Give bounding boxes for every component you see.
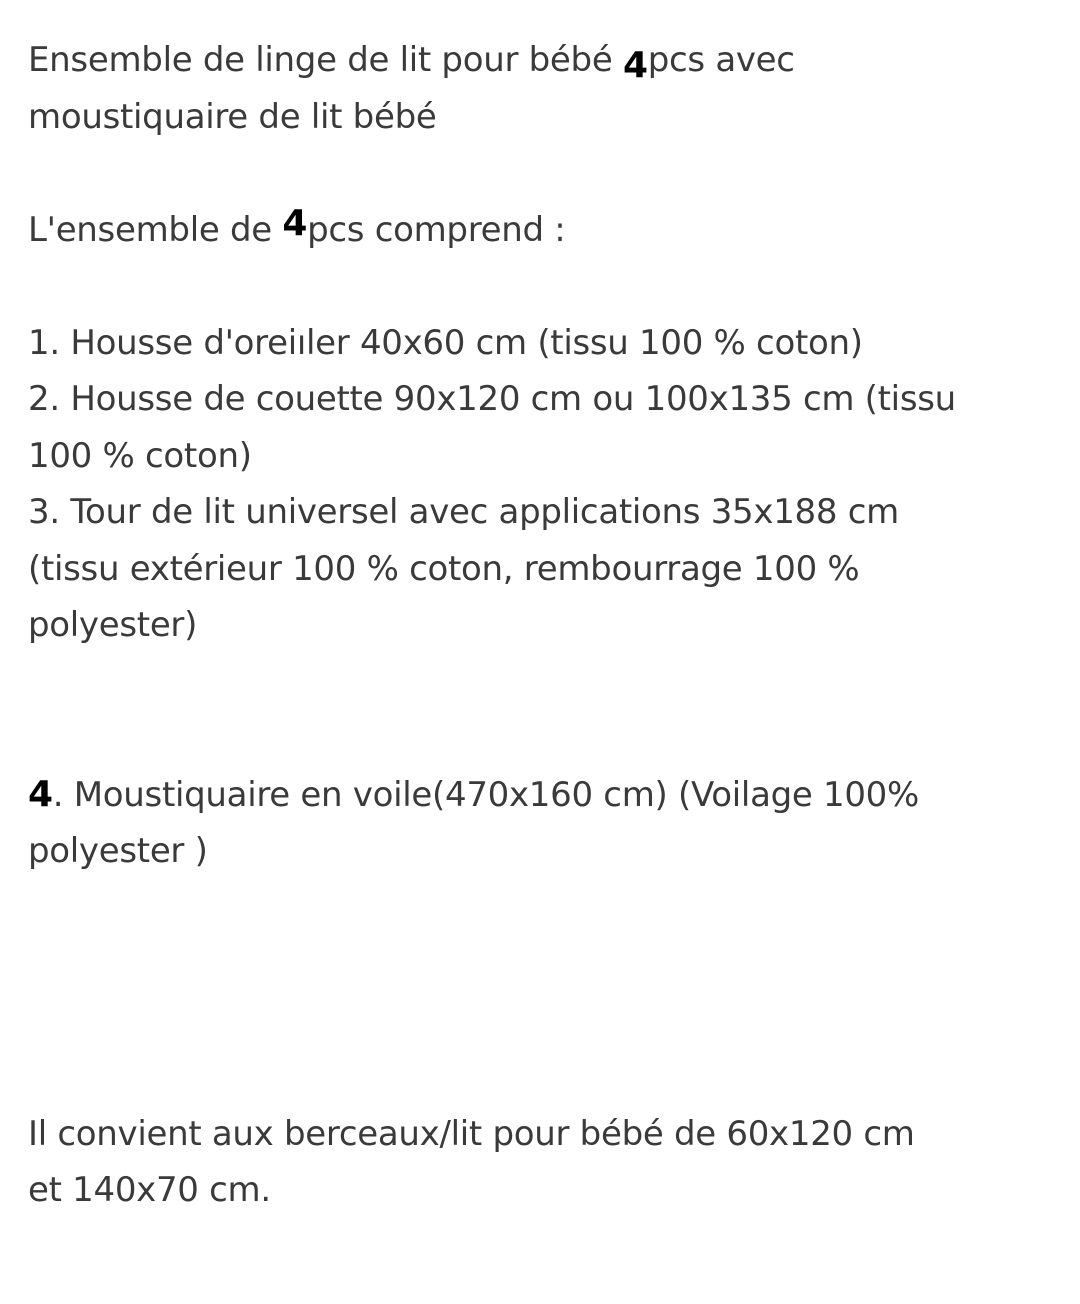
set-intro-count-digit: 4 [282,202,308,244]
product-description [28,32,1048,1219]
item-1: 1. Housse d'oreiıler 40x60 cm (tissu 100 % coton) [28,322,863,363]
item-4-line-1 [28,767,1048,824]
spacer [28,258,1048,315]
title-line-1 [28,32,1048,89]
title-line-2: moustiquaire de lit bébé [28,96,437,137]
item-3-line-3: polyester) [28,605,198,645]
title-text-end: pcs avec [647,40,795,80]
erased-line [28,880,1048,937]
spacer [28,936,1048,1106]
title-text-start: Ensemble de linge de lit pour bébé [28,40,623,80]
set-intro-end: pcs comprend : [307,209,566,250]
set-intro [28,202,1048,259]
erased-line [28,710,1048,767]
item-4-text: . Moustiquaire en voile(470x160 cm) (Voilage 100% [52,774,920,815]
item-4-line-2: polyester ) [28,831,208,871]
set-intro-start: L'ensemble de [28,209,283,250]
spacer [28,145,1048,202]
item-3-line-1: 3. Tour de lit universel avec applications 35x188 cm [28,492,899,532]
title-count-digit: 4 [622,45,648,86]
item-4-number: 4 [28,773,53,815]
item-3-line-2: (tissu extérieur 100 % coton, rembourrage 100 % [28,548,860,589]
item-2-line-2: 100 % coton) [28,435,252,476]
fit-note-line-1: Il convient aux berceaux/lit pour bébé de 60x120 cm [28,1113,915,1154]
fit-note-line-2: et 140x70 cm. [28,1170,271,1210]
item-2-line-1: 2. Housse de couette 90x120 cm ou 100x135 cm (tissu [28,379,956,419]
erased-line [28,654,1048,711]
